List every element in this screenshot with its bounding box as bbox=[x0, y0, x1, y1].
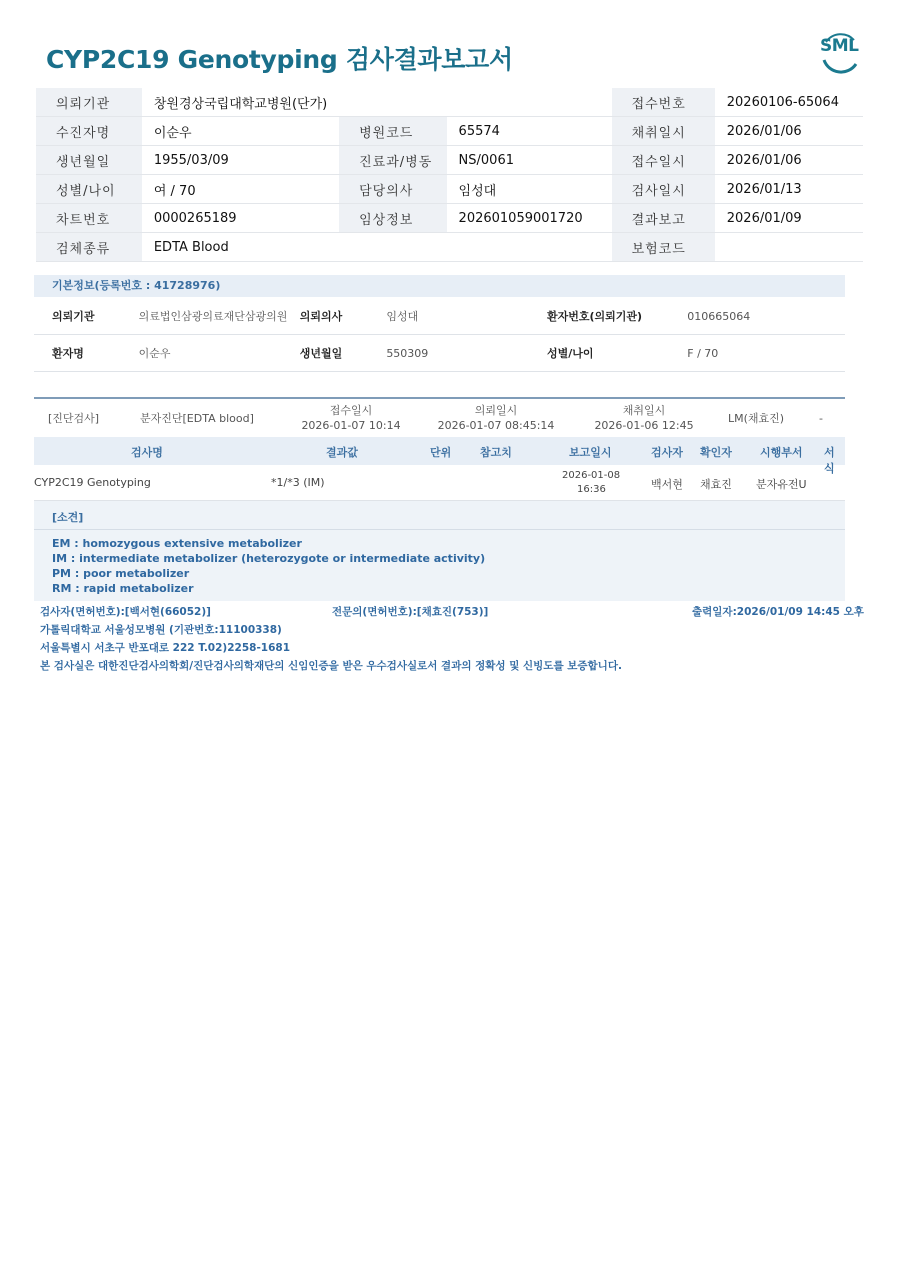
header-value: 0000265189 bbox=[142, 204, 339, 233]
header-value: 창원경상국립대학교병원(단가) bbox=[142, 88, 339, 117]
header-row bbox=[36, 204, 863, 233]
header-row bbox=[36, 146, 863, 175]
header-label bbox=[339, 233, 446, 262]
received-label: 접수일시 bbox=[329, 404, 373, 417]
opinion-line: IM : intermediate metabolizer (heterozygote or intermediate activity) bbox=[52, 552, 486, 565]
header-value: 2026/01/06 bbox=[715, 146, 863, 175]
footer-hospital: 가톨릭대학교 서울성모병원 (기관번호:11100338) bbox=[40, 624, 282, 636]
dept: 분자유전U bbox=[756, 478, 807, 491]
header-value: 2026/01/06 bbox=[715, 117, 863, 146]
header-value: 여 / 70 bbox=[142, 175, 339, 204]
opinion-lines bbox=[52, 536, 485, 596]
header-value: 1955/03/09 bbox=[142, 146, 339, 175]
opinion-divider bbox=[34, 529, 845, 530]
report-time: 16:36 bbox=[577, 484, 606, 495]
header-label bbox=[339, 88, 446, 117]
header-value: 2026/01/13 bbox=[715, 175, 863, 204]
basic-value: 550309 bbox=[385, 335, 546, 372]
basic-label: 환자번호(의뢰기관) bbox=[546, 298, 686, 335]
collected-label: 채취일시 bbox=[622, 404, 666, 417]
opinion-title: [소견] bbox=[52, 511, 84, 524]
basic-value: 이순우 bbox=[138, 335, 299, 372]
lm-label: LM(채효진) bbox=[728, 412, 785, 425]
header-label: 진료과/병동 bbox=[339, 146, 446, 175]
header-row bbox=[36, 175, 863, 204]
col-checker: 확인자 bbox=[700, 446, 732, 459]
header-label: 성별/나이 bbox=[36, 175, 142, 204]
footer-printed: 출력일자:2026/01/09 14:45 오후 bbox=[692, 606, 864, 618]
header-value bbox=[447, 88, 612, 117]
header-value: EDTA Blood bbox=[142, 233, 339, 262]
col-result: 결과값 bbox=[326, 446, 358, 459]
requested-block bbox=[436, 403, 556, 433]
footer-specialist: 전문의(면허번호):[채효진(753)] bbox=[332, 606, 489, 618]
opinion-line: EM : homozygous extensive metabolizer bbox=[52, 537, 302, 550]
basic-value: 의료법인삼광의료재단삼광의원 bbox=[138, 298, 299, 335]
basic-row bbox=[34, 298, 845, 335]
basic-info-table bbox=[34, 298, 845, 372]
divider bbox=[34, 397, 845, 399]
header-value: 2026/01/09 bbox=[715, 204, 863, 233]
header-row bbox=[36, 233, 863, 262]
header-value: NS/0061 bbox=[447, 146, 612, 175]
basic-label: 환자명 bbox=[34, 335, 138, 372]
header-label: 결과보고 bbox=[612, 204, 715, 233]
opinion-line: PM : poor metabolizer bbox=[52, 567, 190, 580]
header-value: 20260106-65064 bbox=[715, 88, 863, 117]
basic-label: 성별/나이 bbox=[546, 335, 686, 372]
header-value: 이순우 bbox=[142, 117, 339, 146]
collected-value: 2026-01-06 12:45 bbox=[594, 419, 694, 432]
header-label: 채취일시 bbox=[612, 117, 715, 146]
header-value: 65574 bbox=[447, 117, 612, 146]
header-label: 병원코드 bbox=[339, 117, 446, 146]
col-unit: 단위 bbox=[430, 446, 452, 459]
col-tester: 검사자 bbox=[651, 446, 683, 459]
header-label: 담당의사 bbox=[339, 175, 446, 204]
report-title: CYP2C19 Genotyping 검사결과보고서 bbox=[46, 45, 513, 74]
tester: 백서현 bbox=[651, 478, 683, 491]
header-row bbox=[36, 117, 863, 146]
basic-row bbox=[34, 335, 845, 372]
header-label: 임상정보 bbox=[339, 204, 446, 233]
opinion-box bbox=[34, 501, 845, 601]
footer-address: 서울특별시 서초구 반포대로 222 T.02)2258-1681 bbox=[40, 642, 291, 654]
col-dept: 시행부서 bbox=[760, 446, 803, 459]
requested-label: 의뢰일시 bbox=[474, 404, 518, 417]
header-label: 접수번호 bbox=[612, 88, 715, 117]
checker: 채효진 bbox=[700, 478, 732, 491]
order-info bbox=[34, 400, 845, 436]
header-value: 임성대 bbox=[447, 175, 612, 204]
header-label: 의뢰기관 bbox=[36, 88, 142, 117]
order-type: 분자진단[EDTA blood] bbox=[140, 412, 254, 425]
logo-text: SML bbox=[820, 36, 859, 56]
col-report-date: 보고일시 bbox=[569, 446, 612, 459]
basic-info-title: 기본정보(등록번호 : 41728976) bbox=[34, 275, 845, 297]
basic-value: F / 70 bbox=[686, 335, 845, 372]
test-name: CYP2C19 Genotyping bbox=[34, 476, 151, 489]
header-label: 접수일시 bbox=[612, 146, 715, 175]
header-value bbox=[447, 233, 612, 262]
footer-tester: 검사자(면허번호):[백서현(66052)] bbox=[40, 606, 211, 618]
collected-block bbox=[590, 403, 698, 433]
header-row bbox=[36, 88, 863, 117]
report-date: 2026-01-08 bbox=[562, 470, 621, 481]
header-label: 생년월일 bbox=[36, 146, 142, 175]
basic-label: 의뢰기관 bbox=[34, 298, 138, 335]
header-label: 검사일시 bbox=[612, 175, 715, 204]
header-label: 검체종류 bbox=[36, 233, 142, 262]
order-category: [진단검사] bbox=[48, 412, 100, 425]
received-value: 2026-01-07 10:14 bbox=[301, 419, 401, 432]
order-dash: - bbox=[819, 412, 823, 425]
header-info-table bbox=[36, 88, 863, 262]
header-value bbox=[715, 233, 863, 262]
received-block bbox=[296, 403, 406, 433]
basic-label: 의뢰의사 bbox=[299, 298, 386, 335]
basic-label: 생년월일 bbox=[299, 335, 386, 372]
table-row bbox=[34, 466, 845, 501]
requested-value: 2026-01-07 08:45:14 bbox=[437, 419, 555, 432]
header-label: 보험코드 bbox=[612, 233, 715, 262]
header-value: 202601059001720 bbox=[447, 204, 612, 233]
test-result: *1/*3 (IM) bbox=[271, 476, 325, 489]
result-table-header bbox=[34, 437, 845, 475]
basic-value: 010665064 bbox=[686, 298, 845, 335]
col-name: 검사명 bbox=[131, 446, 163, 459]
header-label: 차트번호 bbox=[36, 204, 142, 233]
header-label: 수진자명 bbox=[36, 117, 142, 146]
basic-value: 임성대 bbox=[385, 298, 546, 335]
col-reference: 참고치 bbox=[480, 446, 512, 459]
footer-cert: 본 검사실은 대한진단검사의학회/진단검사의학재단의 신임인증을 받은 우수검사실로서 결과의 정확성 및 신빙도를 보증합니다. bbox=[40, 660, 622, 672]
opinion-line: RM : rapid metabolizer bbox=[52, 582, 194, 595]
col-form: 서식 bbox=[824, 446, 835, 475]
